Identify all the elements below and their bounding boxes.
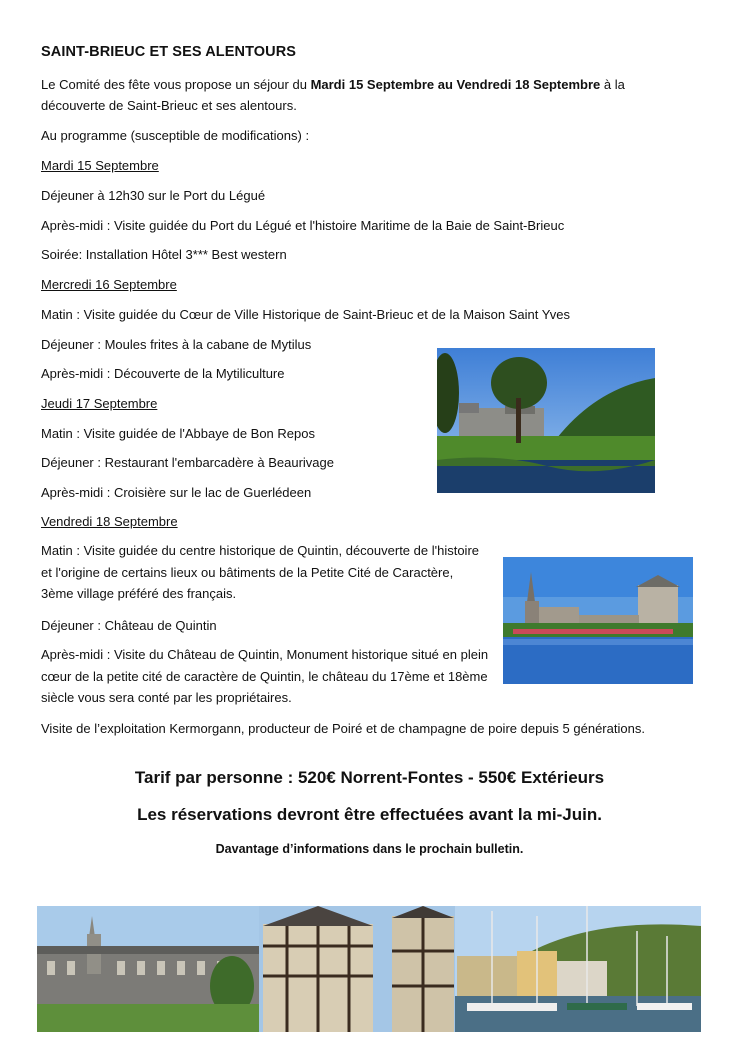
day-heading-mardi: Mardi 15 Septembre (41, 158, 159, 173)
mercredi-item: Déjeuner : Moules frites à la cabane de Mytilus (41, 337, 312, 352)
mardi-item: Soirée: Installation Hôtel 3*** Best western (41, 247, 287, 262)
page-title: SAINT-BRIEUC ET SES ALENTOURS (41, 44, 297, 60)
reservation-line: Les réservations devront être effectuées avant la mi-Juin. (137, 805, 602, 824)
tarif-line: Tarif par personne : 520€ Norrent-Fontes - 550€ Extérieurs (134, 768, 605, 787)
banner-photo (37, 906, 701, 1032)
intro-prefix: Le Comité des fête vous propose un séjour du (41, 77, 311, 92)
visit-line: Visite de l’exploitation Kermorgann, producteur de Poiré et de champagne de poire depuis 5 générations. (41, 721, 645, 736)
jeudi-item: Matin : Visite guidée de l'Abbaye de Bon Repos (41, 426, 315, 441)
abbey-photo (437, 348, 655, 493)
day-heading-vendredi: Vendredi 18 Septembre (41, 514, 178, 529)
jeudi-item: Déjeuner : Restaurant l'embarcadère à Beaurivage (41, 455, 334, 470)
intro-dates: Mardi 15 Septembre au Vendredi 18 Septembre (310, 77, 601, 92)
day-heading-jeudi: Jeudi 17 Septembre (41, 396, 158, 411)
vendredi-item: Déjeuner : Château de Quintin (41, 618, 217, 633)
vendredi-item: Matin : Visite guidée du centre historique de Quintin, découverte de l'histoire et l'origine de certains lieux ou bâtiments de la Petite Cité de Caractère, 3ème village préféré des français. (41, 543, 480, 601)
intro-suffix: à la découverte de Saint-Brieuc et ses alentours. (41, 77, 625, 113)
intro-paragraph (41, 74, 681, 116)
info-line: Davantage d’informations dans le prochain bulletin. (215, 842, 524, 856)
programme-note: Au programme (susceptible de modifications) : (41, 128, 310, 143)
vendredi-item: Après-midi : Visite du Château de Quintin, Monument historique situé en plein cœur de la petite cité de caractère de Quintin, le château du 17ème et 18ème siècle vous sera conté par les propriétaires. (41, 647, 489, 705)
mercredi-item: Après-midi : Découverte de la Mytiliculture (41, 366, 285, 381)
mardi-item: Après-midi : Visite guidée du Port du Légué et l'histoire Maritime de la Baie de Saint-Brieuc (41, 218, 565, 233)
quintin-photo (503, 557, 693, 684)
mardi-item: Déjeuner à 12h30 sur le Port du Légué (41, 188, 266, 203)
day-heading-mercredi: Mercredi 16 Septembre (41, 277, 177, 292)
jeudi-item: Après-midi : Croisière sur le lac de Guerlédeen (41, 485, 312, 500)
mercredi-item: Matin : Visite guidée du Cœur de Ville Historique de Saint-Brieuc et de la Maison Saint Yves (41, 307, 570, 322)
